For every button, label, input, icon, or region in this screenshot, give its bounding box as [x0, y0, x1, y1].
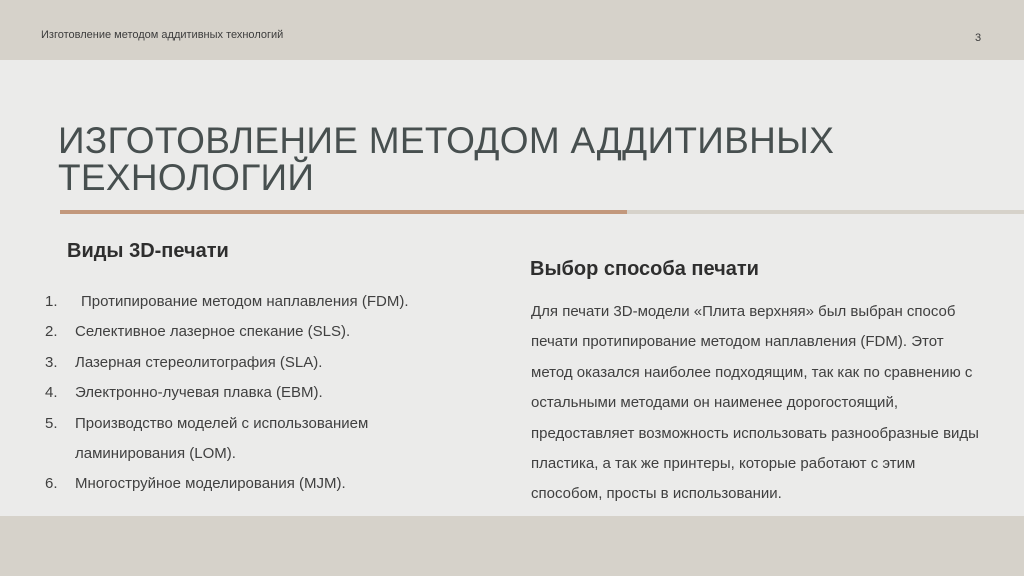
list-item-number: 5. [45, 414, 58, 432]
printing-types-list [45, 287, 465, 500]
list-item-number: 3. [45, 353, 58, 371]
page-number: 3 [975, 32, 982, 44]
list-item-text: Производство моделей с использованием ламинирования (LOM). [75, 414, 369, 463]
list-item [45, 409, 465, 470]
list-item-text: Электронно-лучевая плавка (EBM). [75, 384, 323, 402]
bottom-band [0, 516, 1024, 576]
list-item [45, 317, 465, 347]
types-heading: Виды 3D-печати [67, 240, 229, 262]
slide-title: ИЗГОТОВЛЕНИЕ МЕТОДОМ АДДИТИВНЫХ ТЕХНОЛОГИЙ [58, 120, 835, 198]
list-item-text: Многоструйное моделирования (MJM). [75, 475, 346, 493]
list-item-number: 1. [45, 293, 58, 310]
list-item-text: Лазерная стереолитография (SLA). [75, 353, 323, 371]
header-text: Изготовление методом аддитивных технологий [41, 29, 284, 41]
list-item [45, 287, 465, 317]
accent-rule [60, 210, 627, 214]
list-item-text: Селективное лазерное спекание (SLS). [75, 323, 351, 341]
list-item [45, 469, 465, 499]
method-choice-paragraph: Для печати 3D-модели «Плита верхняя» был выбран способ печати протипирование методом наплавления (FDM). Этот метод оказался наиболее подходящим, так как по сравнению с остальными методами он наименее дорогостоящий, предоставляет возможность использовать разнообразные виды пластика, а так же принтеры, которые работают с этим способом, просты в использовании. [531, 303, 979, 503]
list-item-number: 6. [45, 475, 58, 493]
list-item-number: 2. [45, 323, 58, 341]
list-item-text: Протипирование методом наплавления (FDM). [81, 293, 409, 310]
method-choice-heading: Выбор способа печати [530, 258, 759, 280]
list-item-number: 4. [45, 384, 58, 402]
list-item [45, 348, 465, 378]
list-item [45, 378, 465, 408]
divider-rule [627, 210, 1024, 214]
